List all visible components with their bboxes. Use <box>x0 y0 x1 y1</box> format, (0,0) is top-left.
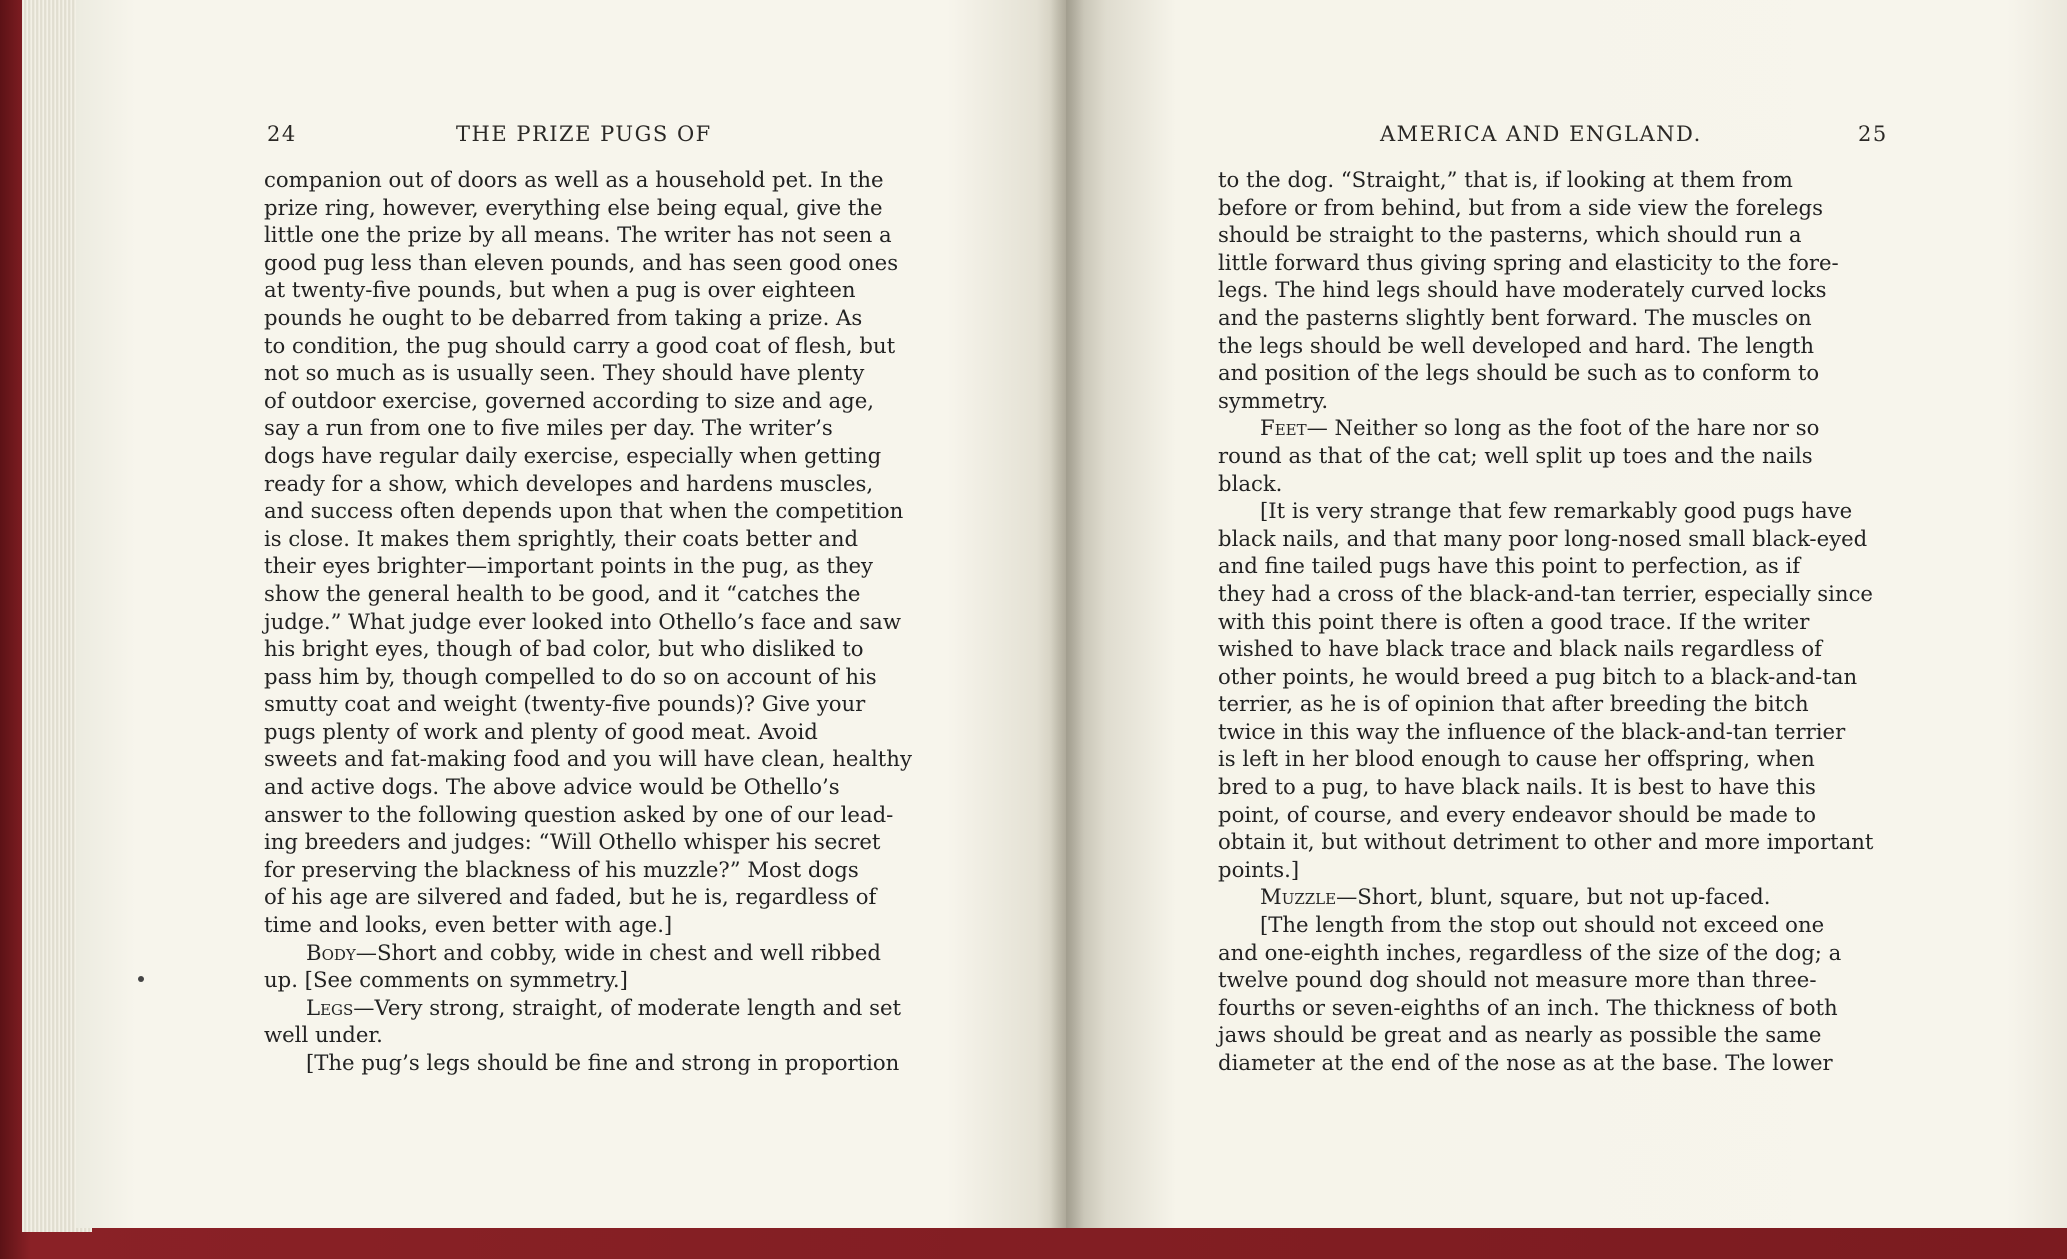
text-line: points.] <box>1218 856 1300 882</box>
text-line: [The pug’s legs should be fine and strong in proportion <box>306 1050 900 1075</box>
text-line: good pug less than eleven pounds, and has seen good ones <box>264 249 899 275</box>
text-line: say a run from one to five miles per day. The writer’s <box>264 415 833 441</box>
right-body-text <box>1218 166 1878 1077</box>
muzzle-paragraph: Muzzle—Short, blunt, square, but not up-faced. <box>1260 884 1771 910</box>
text-line: diameter at the end of the nose as at the base. The lower <box>1218 1050 1833 1075</box>
text-line: other points, he would breed a pug bitch to a black-and-tan <box>1218 663 1858 689</box>
legs-heading: Legs <box>306 994 354 1020</box>
text-line: to condition, the pug should carry a good coat of flesh, but <box>264 332 896 358</box>
text-line: and success often depends upon that when the competition <box>264 498 904 524</box>
text-line: companion out of doors as well as a household pet. In the <box>264 167 884 192</box>
text-line: answer to the following question asked by one of our lead- <box>264 801 894 827</box>
text-line: black. <box>1218 470 1283 496</box>
text-line: they had a cross of the black-and-tan terrier, especially since <box>1218 580 1873 606</box>
text-line: judge.” What judge ever looked into Othello’s face and saw <box>264 608 901 634</box>
book-gutter <box>1050 0 1084 1228</box>
text-line: ready for a show, which developes and hardens muscles, <box>264 470 874 496</box>
body-paragraph: Body—Short and cobby, wide in chest and well ribbed <box>306 939 881 965</box>
text-line: is close. It makes them sprightly, their coats better and <box>264 525 859 551</box>
text-line: twice in this way the influence of the black-and-tan terrier <box>1218 718 1846 744</box>
text-line: pounds he ought to be debarred from taking a prize. As <box>264 304 863 330</box>
text-line: and fine tailed pugs have this point to perfection, as if <box>1218 553 1801 579</box>
legs-paragraph: Legs—Very strong, straight, of moderate length and set <box>306 994 902 1020</box>
feet-paragraph: Feet— Neither so long as the foot of the hare nor so <box>1260 415 1820 441</box>
text-line: up. [See comments on symmetry.] <box>264 967 628 993</box>
text-line: time and looks, even better with age.] <box>264 912 673 938</box>
text-line: the legs should be well developed and hard. The length <box>1218 332 1815 358</box>
text-line: and the pasterns slightly bent forward. The muscles on <box>1218 304 1812 330</box>
text-line: symmetry. <box>1218 387 1329 413</box>
text-line: little forward thus giving spring and elasticity to the fore- <box>1218 249 1839 275</box>
text-line: and one-eighth inches, regardless of the size of the dog; a <box>1218 939 1842 965</box>
text-line: show the general health to be good, and it “catches the <box>264 580 861 606</box>
text-line: their eyes brighter—important points in the pug, as they <box>264 553 873 579</box>
text-line: point, of course, and every endeavor should be made to <box>1218 801 1816 827</box>
text-line: should be straight to the pasterns, which should run a <box>1218 222 1802 248</box>
text-line: pass him by, though compelled to do so on account of his <box>264 663 877 689</box>
text-line: sweets and fat-making food and you will have clean, healthy <box>264 746 912 772</box>
feet-heading: Feet <box>1260 415 1307 441</box>
text-line: ing breeders and judges: “Will Othello whisper his secret <box>264 829 881 855</box>
margin-mark <box>138 976 144 982</box>
text-line: [The length from the stop out should not exceed one <box>1260 912 1825 938</box>
text-line: black nails, and that many poor long-nosed small black-eyed <box>1218 525 1868 551</box>
text-line: before or from behind, but from a side view the forelegs <box>1218 194 1823 220</box>
text-line: of his age are silvered and faded, but he is, regardless of <box>264 884 877 910</box>
left-body-text <box>264 166 924 1077</box>
text-line: little one the prize by all means. The writer has not seen a <box>264 222 892 248</box>
text-line: not so much as is usually seen. They should have plenty <box>264 360 865 386</box>
text-line: and active dogs. The above advice would be Othello’s <box>264 774 840 800</box>
text-line: smutty coat and weight (twenty-five pounds)? Give your <box>264 691 866 717</box>
text-line: at twenty-five pounds, but when a pug is over eighteen <box>264 277 856 303</box>
left-running-header: THE PRIZE PUGS OF <box>456 122 712 146</box>
text-line: to the dog. “Straight,” that is, if looking at them from <box>1218 167 1793 192</box>
text-line: is left in her blood enough to cause her offspring, when <box>1218 746 1815 772</box>
text-line: jaws should be great and as nearly as possible the same <box>1218 1022 1822 1048</box>
text-line: [It is very strange that few remarkably good pugs have <box>1260 498 1853 524</box>
text-line: pugs plenty of work and plenty of good meat. Avoid <box>264 718 818 744</box>
text-line: bred to a pug, to have black nails. It is best to have this <box>1218 774 1816 800</box>
text-line: of outdoor exercise, governed according to size and age, <box>264 387 874 413</box>
right-running-header: AMERICA AND ENGLAND. <box>1380 122 1702 146</box>
body-heading: Body <box>306 939 356 965</box>
text-line: round as that of the cat; well split up toes and the nails <box>1218 442 1813 468</box>
text-line: terrier, as he is of opinion that after breeding the bitch <box>1218 691 1809 717</box>
text-line: legs. The hind legs should have moderately curved locks <box>1218 277 1827 303</box>
text-line: obtain it, but without detriment to other and more important <box>1218 829 1874 855</box>
text-line: his bright eyes, though of bad color, but who disliked to <box>264 636 864 662</box>
left-page-number: 24 <box>267 122 297 146</box>
muzzle-heading: Muzzle <box>1260 884 1337 910</box>
text-line: wished to have black trace and black nails regardless of <box>1218 636 1822 662</box>
text-line: well under. <box>264 1022 383 1048</box>
text-line: dogs have regular daily exercise, especially when getting <box>264 442 882 468</box>
text-line: for preserving the blackness of his muzzle?” Most dogs <box>264 856 859 882</box>
text-line: prize ring, however, everything else being equal, give the <box>264 194 883 220</box>
text-line: and position of the legs should be such as to conform to <box>1218 360 1820 386</box>
text-line: fourths or seven-eighths of an inch. The thickness of both <box>1218 994 1838 1020</box>
right-page-number: 25 <box>1858 122 1888 146</box>
text-line: with this point there is often a good trace. If the writer <box>1218 608 1810 634</box>
text-line: twelve pound dog should not measure more than three- <box>1218 967 1817 993</box>
